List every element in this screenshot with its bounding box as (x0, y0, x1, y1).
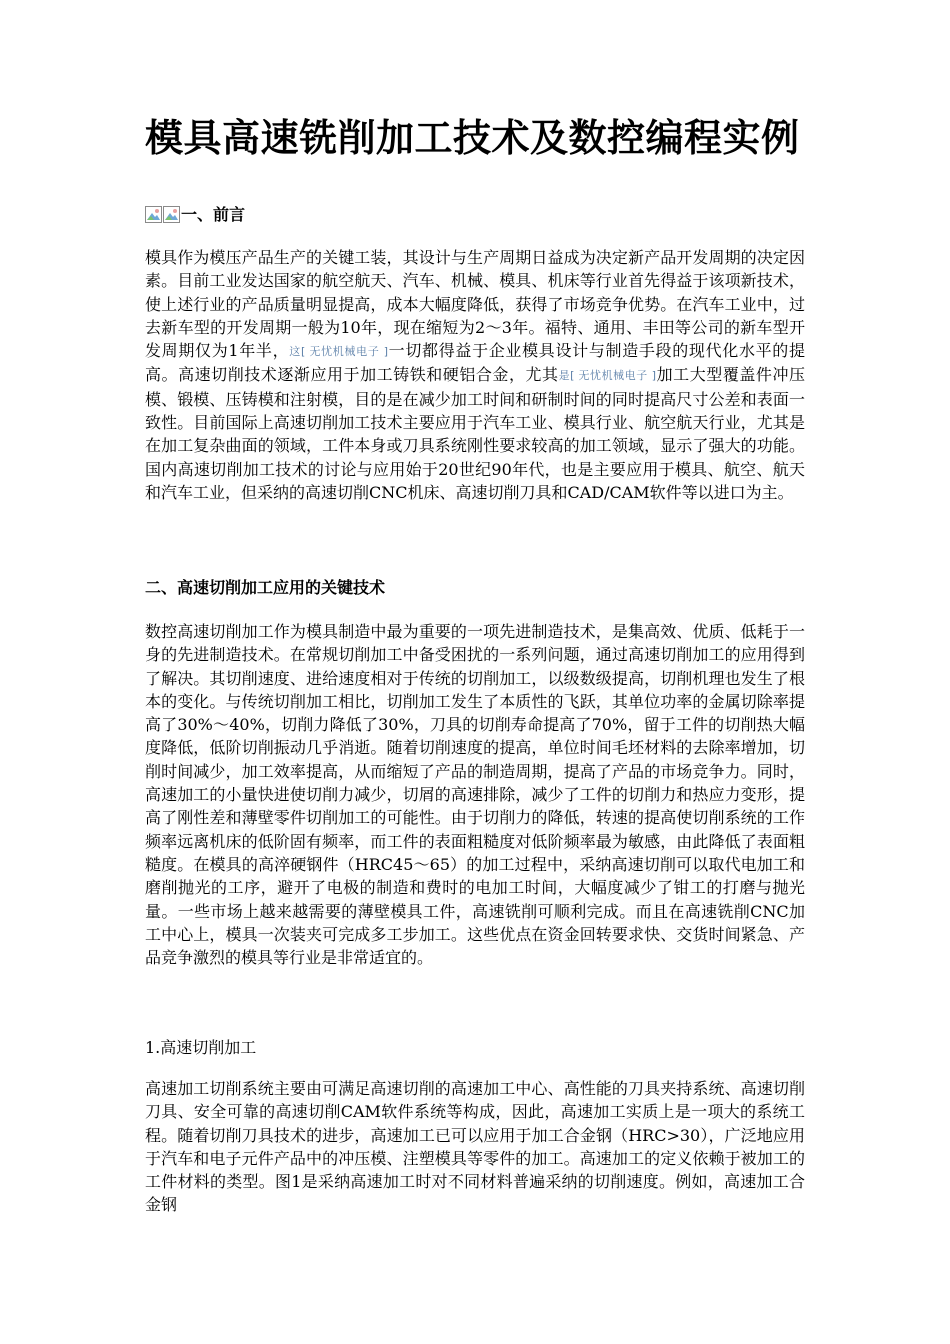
paragraph-high-speed-cutting: 高速加工切削系统主要由可满足高速切削的高速加工中心、高性能的刀具夹持系统、高速切削刀具、安全可靠的高速切削CAM软件系统等构成，因此，高速加工实质上是一项大的系统工程。随着切削刀具技术的进步，高速加工已可以应用于加工合金钢（HRC>30），广泛地应用于汽车和电子元件产品中的冲压模、注塑模具等零件的加工。高速加工的定义依赖于被加工的工件材料的类型。图1是采纳高速加工时对不同材料普遍采纳的切削速度。例如，高速加工合金钢 (145, 1079, 805, 1215)
document-title: 模具高速铣削加工技术及数控编程实例 (145, 115, 800, 160)
section-heading-label: 一、前言 (181, 205, 246, 224)
paragraph-text: 模具作为模压产品生产的关键工装，其设计与生产周期日益成为决定新产品开发周期的决定因素。目前工业发达国家的航空航天、汽车、机械、模具、机床等行业首先得益于该项新技术，使上述行业的产品质量明显提高，成本大幅度降低，获得了市场竞争优势。在汽车工业中，过去新车型的开发周期一般为10年，现在缩短为2～3年。福特、通用、丰田等公司的新车型开发周期仅为1年半， (145, 248, 805, 361)
watermark-link[interactable]: [ 无忧机械电子 ] (570, 369, 657, 383)
paragraph-text: 一切都得益于企业模具设计与制造手段的现代化水平的提高。高速切削技术逐渐应用于加工铸铁和硬铝合金，尤其 (145, 341, 805, 385)
watermark-char: 是 (558, 369, 571, 383)
broken-image-icon (163, 206, 180, 223)
sub-heading-high-speed-cutting: 1.高速切削加工 (145, 1038, 257, 1057)
broken-image-icon (145, 206, 162, 223)
watermark-char: 这 (289, 345, 301, 359)
paragraph-text: 加工大型覆盖件冲压模、锻模、压铸模和注射模，目的是在减少加工时间和研制时间的同时提高尺寸公差和表面一致性。目前国际上高速切削加工技术主要应用于汽车工业、模具行业、航空航天行业，尤其是在加工复杂曲面的领域，工件本身或刀具系统刚性要求较高的加工领域，显示了强大的功能。国内高速切削加工技术的讨论与应用始于20世纪90年代，也是主要应用于模具、航空、航天和汽车工业，但采纳的高速切削CNC机床、高速切削刀具和CAD/CAM软件等以进口为主。 (145, 365, 805, 502)
section-heading-key-tech: 二、高速切削加工应用的关键技术 (145, 578, 386, 597)
paragraph-preface (145, 246, 805, 504)
paragraph-key-tech: 数控高速切削加工作为模具制造中最为重要的一项先进制造技术，是集高效、优质、低耗于一身的先进制造技术。在常规切削加工中备受困扰的一系列问题，通过高速切削加工的应用得到了解决。其切削速度、进给速度相对于传统的切削加工，以级数级提高，切削机理也发生了根本的变化。与传统切削加工相比，切削加工发生了本质性的飞跃，其单位功率的金属切除率提高了30%～40%，切削力降低了30%，刀具的切削寿命提高了70%，留于工件的切削热大幅度降低，低阶切削振动几乎消逝。随着切削速度的提高，单位时间毛坯材料的去除率增加，切削时间减少，加工效率提高，从而缩短了产品的制造周期，提高了产品的市场竞争力。同时，高速加工的小量快进使切削力减少，切屑的高速排除，减少了工件的切削力和热应力变形，提高了刚性差和薄壁零件切削加工的可能性。由于切削力的降低，转速的提高使切削系统的工作频率远离机床的低阶固有频率，而工件的表面粗糙度对低阶频率最为敏感，由此降低了表面粗糙度。在模具的高淬硬钢件（HRC45～65）的加工过程中，采纳高速切削可以取代电加工和磨削抛光的工序，避开了电极的制造和费时的电加工时间，大幅度减少了钳工的打磨与抛光量。一些市场上越来越需要的薄壁模具工件，高速铣削可顺利完成。而且在高速铣削CNC加工中心上，模具一次装夹可完成多工步加工。这些优点在资金回转要求快、交货时间紧急、产品竞争激烈的模具等行业是非常适宜的。 (145, 622, 805, 968)
section-heading-preface (145, 203, 245, 227)
watermark-link[interactable]: [ 无忧机械电子 ] (300, 345, 388, 359)
